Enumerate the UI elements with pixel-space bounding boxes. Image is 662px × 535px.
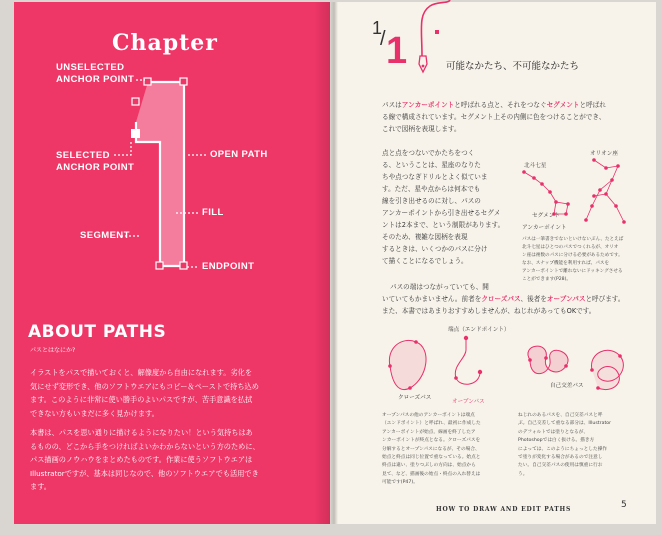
caption-segment: セグメント	[532, 213, 560, 219]
caption-anchor-point: アンカーポイント	[522, 225, 567, 231]
section-title: 可能なかたち、不可能なかたち	[446, 61, 580, 72]
text-line: なお、スナップ機能を利用すれば、パスを	[522, 261, 610, 266]
text-line: ます。	[30, 482, 51, 491]
text-line: オープンパスの他のアンカーポイントは端点	[382, 413, 475, 418]
text-line: す。ただ、星や点からは何本でも	[382, 185, 481, 193]
term-closed-path: クローズパス	[481, 295, 521, 303]
text-line: イラストをパスで描いておくと、解像度から自由になれます。劣化を	[30, 368, 253, 377]
label-line: UNSELECTED	[56, 62, 125, 73]
label-selected-anchor	[56, 150, 134, 174]
term-open-path: オープンパス	[546, 295, 586, 303]
caption-orion: オリオン座	[590, 151, 618, 157]
text-line: によっては、このようにちょっとした操作	[518, 446, 608, 452]
caption-self-crossing-path: 自己交差パス	[550, 383, 584, 389]
text-line: するときは、いくつかのパスに分け	[382, 245, 488, 253]
label-line: ANCHOR POINT	[56, 74, 135, 85]
text-line: たい。自己交差パスの使用は慎重に行お	[518, 463, 603, 469]
term-segment: セグメント	[546, 101, 580, 109]
text-line: また、本書ではあまりおすすめしませんが、ねじれがあってもOKです。	[382, 307, 596, 315]
text-run: と呼びます。	[585, 295, 625, 303]
text-line: て描くことになるでしょう。	[382, 257, 468, 265]
text-line: 北斗七星はひとつのパスでつくれるが、オリオ	[522, 245, 619, 250]
path-type-figures	[380, 330, 642, 402]
text-line: のデフォルトでは塗りとなるが、	[518, 429, 589, 435]
text-line: 点と点をつないでかたちをつく	[382, 149, 475, 157]
text-line: アンカーポイントが始点、線画を終了したア	[382, 429, 476, 435]
text-line: （エンドポイント）と呼ばれ、最初に作成した	[382, 421, 481, 427]
text-line: 見て、など、描画後の始点・終点の入れ替えは	[382, 471, 481, 477]
text-line	[382, 99, 640, 111]
text-line: 始点と終点は同じ位置で重なっている。始点と	[382, 455, 481, 461]
text-line: Illustratorですが、基本は同じなので、他のソフトウエアでも活用でき	[30, 468, 259, 478]
running-footer: HOW TO DRAW AND EDIT PATHS	[436, 506, 572, 513]
label-unselected-anchor	[56, 62, 134, 86]
text-line: パスは一筆書きでないといけないぶん、たとえば	[522, 237, 624, 242]
section-slash: /	[380, 28, 386, 50]
text-line: ン座は複数のパスに分ける必要があるためです。	[522, 253, 623, 258]
text-run: と呼ばれる点と、それをつなぐ	[454, 101, 547, 109]
label-line: SELECTED	[56, 150, 110, 161]
left-paragraph-2	[30, 426, 286, 494]
text-line: ことができます(P28)。	[522, 277, 571, 282]
term-anchor-point: アンカーポイント	[401, 101, 455, 109]
text-line: ントは2本まで、という制限があります。	[382, 221, 505, 229]
text-line: パス描画のノウハウをまとめたものです。作業に使うソフトウエアは	[30, 455, 253, 464]
label-fill: FILL	[202, 207, 224, 218]
text-line: ねじれのあるパスを、自己交差パスと呼	[518, 413, 603, 418]
text-line: で塗りが変化する場合があるので注意し	[518, 455, 603, 461]
text-line: う。	[518, 471, 528, 477]
text-line: 終点は違い、塗りつぶしの方向は、始点から	[382, 463, 476, 469]
caption-open-path: オープンパス	[452, 399, 485, 405]
text-line: 可能です(P47)。	[382, 480, 418, 486]
text-run: 、後者を	[520, 295, 547, 303]
page-number: 5	[621, 500, 627, 510]
text-line: これで図柄を表現します。	[382, 125, 461, 133]
label-line: ANCHOR POINT	[56, 162, 135, 173]
text-line: ちや点つなぎドリルとよく似ていま	[382, 173, 488, 181]
constellation-paragraph	[382, 147, 512, 267]
text-line	[382, 293, 640, 305]
text-line: 分解するとオープンパスになるが、その場合、	[382, 446, 480, 452]
text-line: パスの端はつながっていても、開	[390, 283, 489, 291]
text-line: アンカーポイントから引き出せるセグメ	[382, 209, 501, 217]
side-note	[522, 236, 638, 284]
text-line: る、ということは、星座のなりた	[382, 161, 481, 169]
about-subtitle: パスとはなにか?	[30, 347, 76, 354]
text-line: 気にせず変形でき、他のソフトウエアにもコピー＆ペーストで持ち込め	[30, 381, 259, 391]
label-endpoint: ENDPOINT	[202, 261, 255, 272]
text-line: Photoshopでは白く抜ける。描き方	[518, 438, 595, 444]
left-paragraph-1	[30, 366, 286, 420]
section-small-one: 1	[372, 18, 383, 38]
text-run: パスは	[382, 101, 402, 109]
label-segment: SEGMENT	[80, 230, 130, 241]
section-big-one: 1	[386, 30, 408, 72]
text-line: 線を引き出せるのに対し、パスの	[382, 197, 481, 205]
caption-endpoint: 端点（エンドポイント）	[448, 327, 510, 333]
intro-paragraph	[382, 99, 640, 135]
text-run: と呼ばれ	[579, 101, 606, 109]
text-line: る線で構成されています。セグメント上その内側に色をつけることができ、	[382, 113, 606, 121]
text-line: ます。このように非常に使い勝手のよいパスですが、苦手意識を払拭	[30, 395, 253, 404]
bottom-left-note	[382, 412, 508, 488]
chapter-heading: Chapter	[112, 30, 218, 56]
text-line: できない方もいまだに多く見かけます。	[30, 408, 159, 418]
text-line: ンカーポイントが終点となる。クローズパスを	[382, 438, 481, 444]
text-line: ぶ。自己交差して重なる部分は、Illustrator	[518, 421, 612, 427]
text-run: いていてもかまいません。前者を	[382, 295, 482, 303]
constellation-diagram	[520, 144, 638, 236]
text-line: アンカーポイントで離れないにドッキングさせる	[522, 269, 623, 274]
text-line: 本書は、パスを思い通りに描けるようになりたい！という気持ちはあ	[30, 428, 253, 437]
text-line: そのため、複雑な図柄を表現	[382, 233, 468, 241]
text-line: るものの、どこから手をつければよいかわからないという方のために、	[30, 441, 260, 451]
path-types-paragraph	[382, 281, 640, 317]
caption-closed-path: クローズパス	[398, 395, 432, 401]
label-open-path: OPEN PATH	[210, 149, 268, 160]
bottom-right-note	[518, 412, 638, 479]
about-heading: ABOUT PATHS	[28, 322, 167, 342]
caption-big-dipper: 北斗七星	[524, 163, 547, 169]
